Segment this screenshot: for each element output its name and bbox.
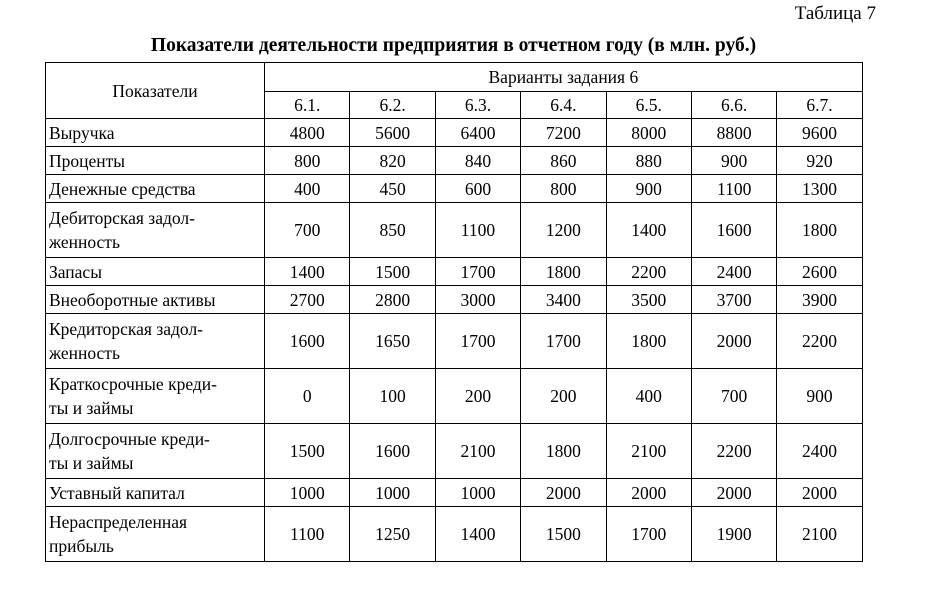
value-cell: 3500	[606, 286, 691, 314]
table-row	[46, 479, 863, 507]
value-cell: 1800	[521, 258, 606, 286]
value-cell: 200	[521, 369, 606, 424]
table-number: Таблица 7	[794, 3, 876, 24]
row-label-line: Внеоборотные активы	[49, 289, 216, 310]
header-row-group	[46, 63, 863, 92]
row-label	[46, 258, 265, 286]
table-row	[46, 314, 863, 369]
table-row	[46, 424, 863, 479]
row-label	[46, 479, 265, 507]
value-cell: 2000	[777, 479, 862, 507]
row-label-line: Проценты	[49, 150, 126, 171]
value-cell: 6400	[435, 119, 520, 147]
value-cell: 1600	[265, 314, 350, 369]
value-cell: 1250	[350, 507, 435, 562]
value-cell: 1700	[435, 314, 520, 369]
value-cell: 800	[521, 175, 606, 203]
value-cell: 1900	[691, 507, 776, 562]
value-cell: 2100	[777, 507, 862, 562]
value-cell: 900	[606, 175, 691, 203]
value-cell: 3900	[777, 286, 862, 314]
table-row	[46, 507, 863, 562]
value-cell: 2400	[691, 258, 776, 286]
variant-header-cell: 6.7.	[777, 92, 862, 119]
value-cell: 3700	[691, 286, 776, 314]
table-row	[46, 147, 863, 175]
value-cell: 600	[435, 175, 520, 203]
row-label-header: Показатели	[46, 63, 265, 119]
value-cell: 1800	[606, 314, 691, 369]
value-cell: 1100	[265, 507, 350, 562]
row-label	[46, 286, 265, 314]
row-label-line: Денежные средства	[49, 178, 196, 199]
variant-header-cell: 6.2.	[350, 92, 435, 119]
value-cell: 2200	[777, 314, 862, 369]
value-cell: 3400	[521, 286, 606, 314]
row-label-line: Нераспределенная	[49, 512, 188, 532]
value-cell: 0	[265, 369, 350, 424]
value-cell: 1100	[691, 175, 776, 203]
value-cell: 2000	[606, 479, 691, 507]
value-cell: 920	[777, 147, 862, 175]
value-cell: 700	[265, 203, 350, 258]
value-cell: 1650	[350, 314, 435, 369]
value-cell: 1600	[350, 424, 435, 479]
value-cell: 1800	[777, 203, 862, 258]
value-cell: 1000	[350, 479, 435, 507]
table-row	[46, 286, 863, 314]
row-label-line: Выручка	[49, 122, 115, 143]
value-cell: 9600	[777, 119, 862, 147]
variant-header-cell: 6.5.	[606, 92, 691, 119]
value-cell: 800	[265, 147, 350, 175]
value-cell: 5600	[350, 119, 435, 147]
value-cell: 2800	[350, 286, 435, 314]
value-cell: 1200	[521, 203, 606, 258]
value-cell: 1400	[606, 203, 691, 258]
row-label	[46, 203, 265, 258]
value-cell: 2000	[691, 479, 776, 507]
variant-header-cell: 6.3.	[435, 92, 520, 119]
indicators-table	[45, 62, 863, 562]
row-label	[46, 147, 265, 175]
value-cell: 1500	[521, 507, 606, 562]
value-cell: 100	[350, 369, 435, 424]
row-label-line: Кредиторская задол-	[49, 319, 204, 339]
variant-header-cell: 6.1.	[265, 92, 350, 119]
value-cell: 2600	[777, 258, 862, 286]
value-cell: 2000	[691, 314, 776, 369]
value-cell: 700	[691, 369, 776, 424]
row-label-line: Долгосрочные креди-	[49, 429, 210, 449]
variant-header-cell: 6.6.	[691, 92, 776, 119]
row-label-line: женность	[49, 343, 120, 363]
value-cell: 2100	[606, 424, 691, 479]
value-cell: 1700	[606, 507, 691, 562]
row-label	[46, 424, 265, 479]
value-cell: 4800	[265, 119, 350, 147]
row-label-line: Уставный капитал	[49, 482, 185, 503]
row-label-line: ты и займы	[49, 453, 134, 473]
row-label-line: Краткосрочные креди-	[49, 374, 217, 394]
value-cell: 820	[350, 147, 435, 175]
value-cell: 400	[265, 175, 350, 203]
value-cell: 2200	[691, 424, 776, 479]
value-cell: 840	[435, 147, 520, 175]
value-cell: 1800	[521, 424, 606, 479]
row-label-line: Дебиторская задол-	[49, 208, 195, 228]
value-cell: 2700	[265, 286, 350, 314]
variant-header-cell: 6.4.	[521, 92, 606, 119]
value-cell: 900	[691, 147, 776, 175]
value-cell: 7200	[521, 119, 606, 147]
value-cell: 880	[606, 147, 691, 175]
value-cell: 8800	[691, 119, 776, 147]
table-row	[46, 119, 863, 147]
row-label-line: прибыль	[49, 536, 114, 556]
value-cell: 900	[777, 369, 862, 424]
table-title: Показатели деятельности предприятия в отчетном году (в млн. руб.)	[150, 35, 757, 56]
value-cell: 850	[350, 203, 435, 258]
table-row	[46, 369, 863, 424]
value-cell: 400	[606, 369, 691, 424]
row-label	[46, 175, 265, 203]
table-row	[46, 175, 863, 203]
value-cell: 2000	[521, 479, 606, 507]
row-label	[46, 314, 265, 369]
table-row	[46, 203, 863, 258]
row-label	[46, 369, 265, 424]
value-cell: 860	[521, 147, 606, 175]
value-cell: 3000	[435, 286, 520, 314]
value-cell: 8000	[606, 119, 691, 147]
value-cell: 200	[435, 369, 520, 424]
table-row	[46, 258, 863, 286]
row-label	[46, 119, 265, 147]
value-cell: 1500	[350, 258, 435, 286]
value-cell: 1000	[435, 479, 520, 507]
value-cell: 1300	[777, 175, 862, 203]
row-label-line: женность	[49, 232, 120, 252]
value-cell: 1500	[265, 424, 350, 479]
value-cell: 1600	[691, 203, 776, 258]
value-cell: 2200	[606, 258, 691, 286]
value-cell: 450	[350, 175, 435, 203]
row-label-line: Запасы	[49, 261, 102, 282]
value-cell: 1700	[435, 258, 520, 286]
value-cell: 2100	[435, 424, 520, 479]
value-cell: 1700	[521, 314, 606, 369]
row-label	[46, 507, 265, 562]
value-cell: 2400	[777, 424, 862, 479]
value-cell: 1000	[265, 479, 350, 507]
value-cell: 1100	[435, 203, 520, 258]
value-cell: 1400	[435, 507, 520, 562]
value-cell: 1400	[265, 258, 350, 286]
variants-group-header: Варианты задания 6	[265, 63, 863, 92]
row-label-line: ты и займы	[49, 398, 134, 418]
